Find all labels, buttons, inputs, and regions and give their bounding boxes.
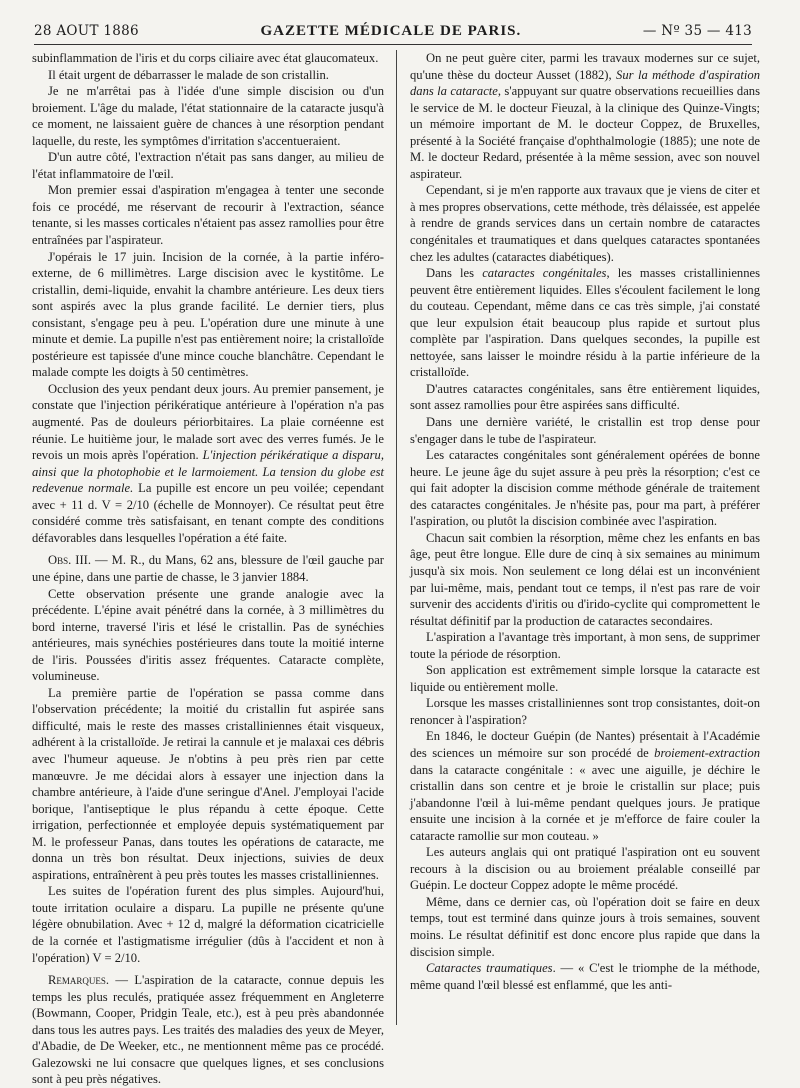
remarks-paragraph: [32, 972, 384, 1088]
paragraph: Je ne m'arrêtai pas à l'idée d'une simple discision ou d'un broiement. L'âge du malade, l'état stationnaire de la cataracte jusqu'à ce moment, ne laissaient guère de chances à une résorption pendant laquelle, du reste, les symptômes d'irritation s'accentueraient.: [32, 84, 384, 148]
paragraph: Cette observation présente une grande analogie avec la précédente. L'épine avait pénétré dans la cornée, à 3 millimètres du bord interne, traversé l'iris et lésé le cristallin. Pas de synéchies antérieures, mais synéchies postérieures dans toute la moitié interne de l'iris. Poussées d'iritis assez fréquentes. Cataracte complète, volumineuse.: [32, 586, 384, 684]
text-run: En 1846, le docteur Guépin (de Nantes) présentait à l'Académie des sciences un mémoire sur son procédé de: [410, 729, 760, 760]
column-divider: [396, 50, 397, 1025]
text-run: , s'appuyant sur quatre observations recueillies dans le service de M. le docteur Fieuzal, à la clinique des Quinze-Vingts; un mémoire important de M. le docteur Coppez, de Bruxelles, présenté à la Société française d'ophthalmologie (1885); une note de M. le docteur Redard, présentée à la même session, avec son nouvel aspirateur.: [410, 84, 760, 181]
remarks-text: — L'aspiration de la cataracte, connue depuis les temps les plus reculés, pratiquée assez fréquemment en Angleterre (Bowmann, Cooper, Pridgin Teale, etc.), est à peu près abandonnée dans tous les autres pays. Les traités des maladies des yeux de Meyer, d'Abadie, de De Weeker, etc., ne mentionnent même pas ce procédé. Galezowski ne lui consacre que quelques lignes, et ses conclusions sont à peu près négatives.: [32, 973, 384, 1087]
paragraph: D'un autre côté, l'extraction n'était pas sans danger, au milieu de l'état inflammatoire de l'œil.: [32, 150, 384, 181]
paragraph: Les cataractes congénitales sont généralement opérées de bonne heure. Le jeune âge du sujet assure à peu près la résorption; c'est ce qui fait adopter la discision comme méthode générale de traitement des cataractes congénitales. Je n'hésite pas, pour ma part, à préférer l'aspiration, ou plutôt la discision combinée avec l'aspiration.: [410, 448, 760, 529]
text-run: La pupille est encore un peu voilée; cependant avec + 11 d. V = 2/10 (échelle de Monnoyer). Ce résultat peut être considéré comme très satisfaisant, en tenant compte des conditions défavorables dans lesquelles l'opération a été faite.: [32, 481, 385, 545]
left-column: [32, 50, 384, 1088]
text-run: . — « C'est le triomphe de la méthode, même quand l'œil blessé est enflammé, que les anti-: [410, 961, 760, 992]
obs-label: Obs. III.: [48, 553, 92, 568]
italic-run: Sur la méthode d'aspiration dans la cataracte: [410, 67, 760, 99]
obs-text: — M. R., du Mans, 62 ans, blessure de l'œil gauche par une épine, dans une partie de chasse, le 3 janvier 1884.: [32, 553, 384, 584]
paragraph: Lorsque les masses cristalliniennes sont trop consistantes, doit-on renoncer à l'aspiration?: [410, 696, 760, 727]
paragraph: Les suites de l'opération furent des plus simples. Aujourd'hui, toute irritation oculaire a disparu. La pupille ne présente qu'une légère obnubilation. Avec + 12 d, malgré la déformation cicatricielle de la cornée et l'astigmatisme irrégulier (dûs à l'accident et non à l'opération) V = 2/10.: [32, 884, 384, 965]
header-date: 28 AOUT 1886: [34, 23, 139, 39]
paragraph: Mon premier essai d'aspiration m'engagea à tenter une seconde fois ce procédé, me réservant de recourir à l'extraction, séance tenante, si les masses corticales n'étaient pas assez ramollies pour être entraînées par l'aspirateur.: [32, 183, 384, 248]
text-run: Occlusion des yeux pendant deux jours. Au premier pansement, je constate que l'injection périkératique antérieure à l'opération n'a pas augmenté. Pas de douleurs périorbitaires. La plaie cornéenne est réunie. Le huitième jour, le malade sort avec des verres fumés. Je le revois un mois après l'opération.: [32, 381, 384, 463]
paragraph: Même, dans ce dernier cas, où l'opération doit se faire en deux temps, tout est terminé dans quinze jours à trois semaines, souvent moins. Le résultat définitif est donc encore plus rapide que dans la discision simple.: [410, 894, 760, 959]
paragraph: [32, 381, 384, 546]
italic-run: broiement-extraction: [654, 745, 760, 760]
page-number: — Nº 35 — 413: [642, 23, 752, 39]
paragraph: Son application est extrêmement simple lorsque la cataracte est liquide ou entièrement molle.: [410, 663, 760, 694]
text-run: On ne peut guère citer, parmi les travaux modernes sur ce sujet, qu'une thèse du docteur Ausset (1882),: [410, 51, 760, 82]
paragraph: Dans une dernière variété, le cristallin est trop dense pour s'engager dans le tube de l'aspirateur.: [410, 415, 760, 446]
paragraph: subinflammation de l'iris et du corps ciliaire avec état glaucomateux.: [32, 51, 379, 65]
paragraph: [410, 960, 760, 993]
text-run: dans la cataracte congénitale : « avec une aiguille, je déchire le cristallin dans son centre et je broie le cristallin sur place; puis j'abandonne l'œil à lui-même pendant quelques jours. Je pratique ensuite une incision à la cornée et je m'efforce de faire couler la cataracte ramollie sur mon couteau. »: [410, 762, 760, 843]
text-run: Dans les: [426, 266, 483, 281]
paragraph: [410, 50, 760, 182]
paragraph: Il était urgent de débarrasser le malade de son cristallin.: [48, 67, 329, 82]
paragraph: Les auteurs anglais qui ont pratiqué l'aspiration ont eu souvent recours à la discision ou au broiement préalable conseillé par Guépin. Le docteur Coppez adopte le même procédé.: [410, 845, 760, 893]
text-run: , les masses cristalliniennes peuvent être entièrement liquides. Elles s'écoulent facilement le long du couteau. Cependant, même dans ce cas très simple, j'ai constaté que leur expulsion était beaucoup plus rapide et surtout plus complète par l'aspiration. Dans quelques secondes, la pupille est nettoyée, sans laisser le moindre résidu à la partie inférieure de la cristalloïde.: [410, 266, 760, 380]
paragraph: D'autres cataractes congénitales, sans être entièrement liquides, sont assez ramollies pour être aspirées sans difficulté.: [410, 381, 760, 413]
paragraph: J'opérais le 17 juin. Incision de la cornée, à la partie inféro-externe, de 6 millimètres. Large discision avec le kystitôme. Le cristallin, demi-liquide, envahit la chambre antérieure. Les deux tiers sont aspirés avec la plus grande facilité. Le dernier tiers, plus consistant, s'engage peu à peu. L'opération dure une minute à une minute et demie. La pupille n'est pas entièrement noire; la cristalloïde postérieure est tapissée d'une mince couche blanchâtre. Cependant le malade compte les doigts à 50 centimètres.: [32, 249, 384, 380]
paragraph: [410, 728, 760, 844]
italic-run: Cataractes traumatiques: [426, 961, 553, 976]
running-header: [34, 18, 752, 44]
paragraph: Chacun sait combien la résorption, même chez les enfants en bas âge, peut être longue. Elle dure de cinq à six semaines au minimum jusqu'à six mois. Non seulement ce long délai est un inconvénient par lui-même, mais, pendant tout ce temps, il n'est pas rare de voir survenir des accidents d'iritis ou d'irido-cyclite qui compromettent le résultat définitif par la production de cataractes secondaires.: [410, 530, 760, 628]
italic-run: cataractes congénitales: [482, 266, 607, 281]
paragraph: L'aspiration a l'avantage très important, à mon sens, de supprimer toute la période de résorption.: [410, 630, 760, 661]
journal-title: GAZETTE MÉDICALE DE PARIS.: [260, 22, 522, 39]
right-column: [410, 50, 760, 993]
paragraph: [410, 265, 760, 381]
italic-run: L'injection périkératique a disparu, ainsi que la photophobie et le larmoiement. La tension du globe est redevenue normale.: [32, 448, 384, 496]
paragraph: Cependant, si je m'en rapporte aux travaux que je viens de citer et à mes propres observations, cette méthode, très délaissée, est appelée à rendre de grands services dans un certain nombre de cataractes congénitales et traumatiques et dans quelques cataractes spontanées chez les adultes (cataractes diabétiques).: [410, 183, 760, 264]
observation-heading: [32, 552, 384, 585]
paragraph: La première partie de l'opération se passa comme dans l'observation précédente; la moitié du cristallin fut aspirée sans difficulté, mais le reste des masses cristalliniennes était visqueux, adhérent à la cristalloïde. Je retirai la cannule et je malaxai ces débris avec l'humeur aqueuse. Je n'obtins à peu près rien par cette manœuvre. Je me décidai alors à essayer une injection dans la chambre antérieure, à l'aide d'une seringue d'Anel. J'employai l'acide borique, l'antiseptique le plus répandu à cette époque. Cette irrigation, perfectionnée et employée depuis systématiquement par M. le professeur Panas, dans toutes les opérations de cataracte, me donna un très bon résultat. Deux injections, suivies de deux aspirations, entraînèrent à peu près toutes les masses cristalliniennes.: [32, 685, 384, 882]
header-rule: [34, 44, 752, 45]
remarks-label: Remarques.: [48, 973, 110, 988]
